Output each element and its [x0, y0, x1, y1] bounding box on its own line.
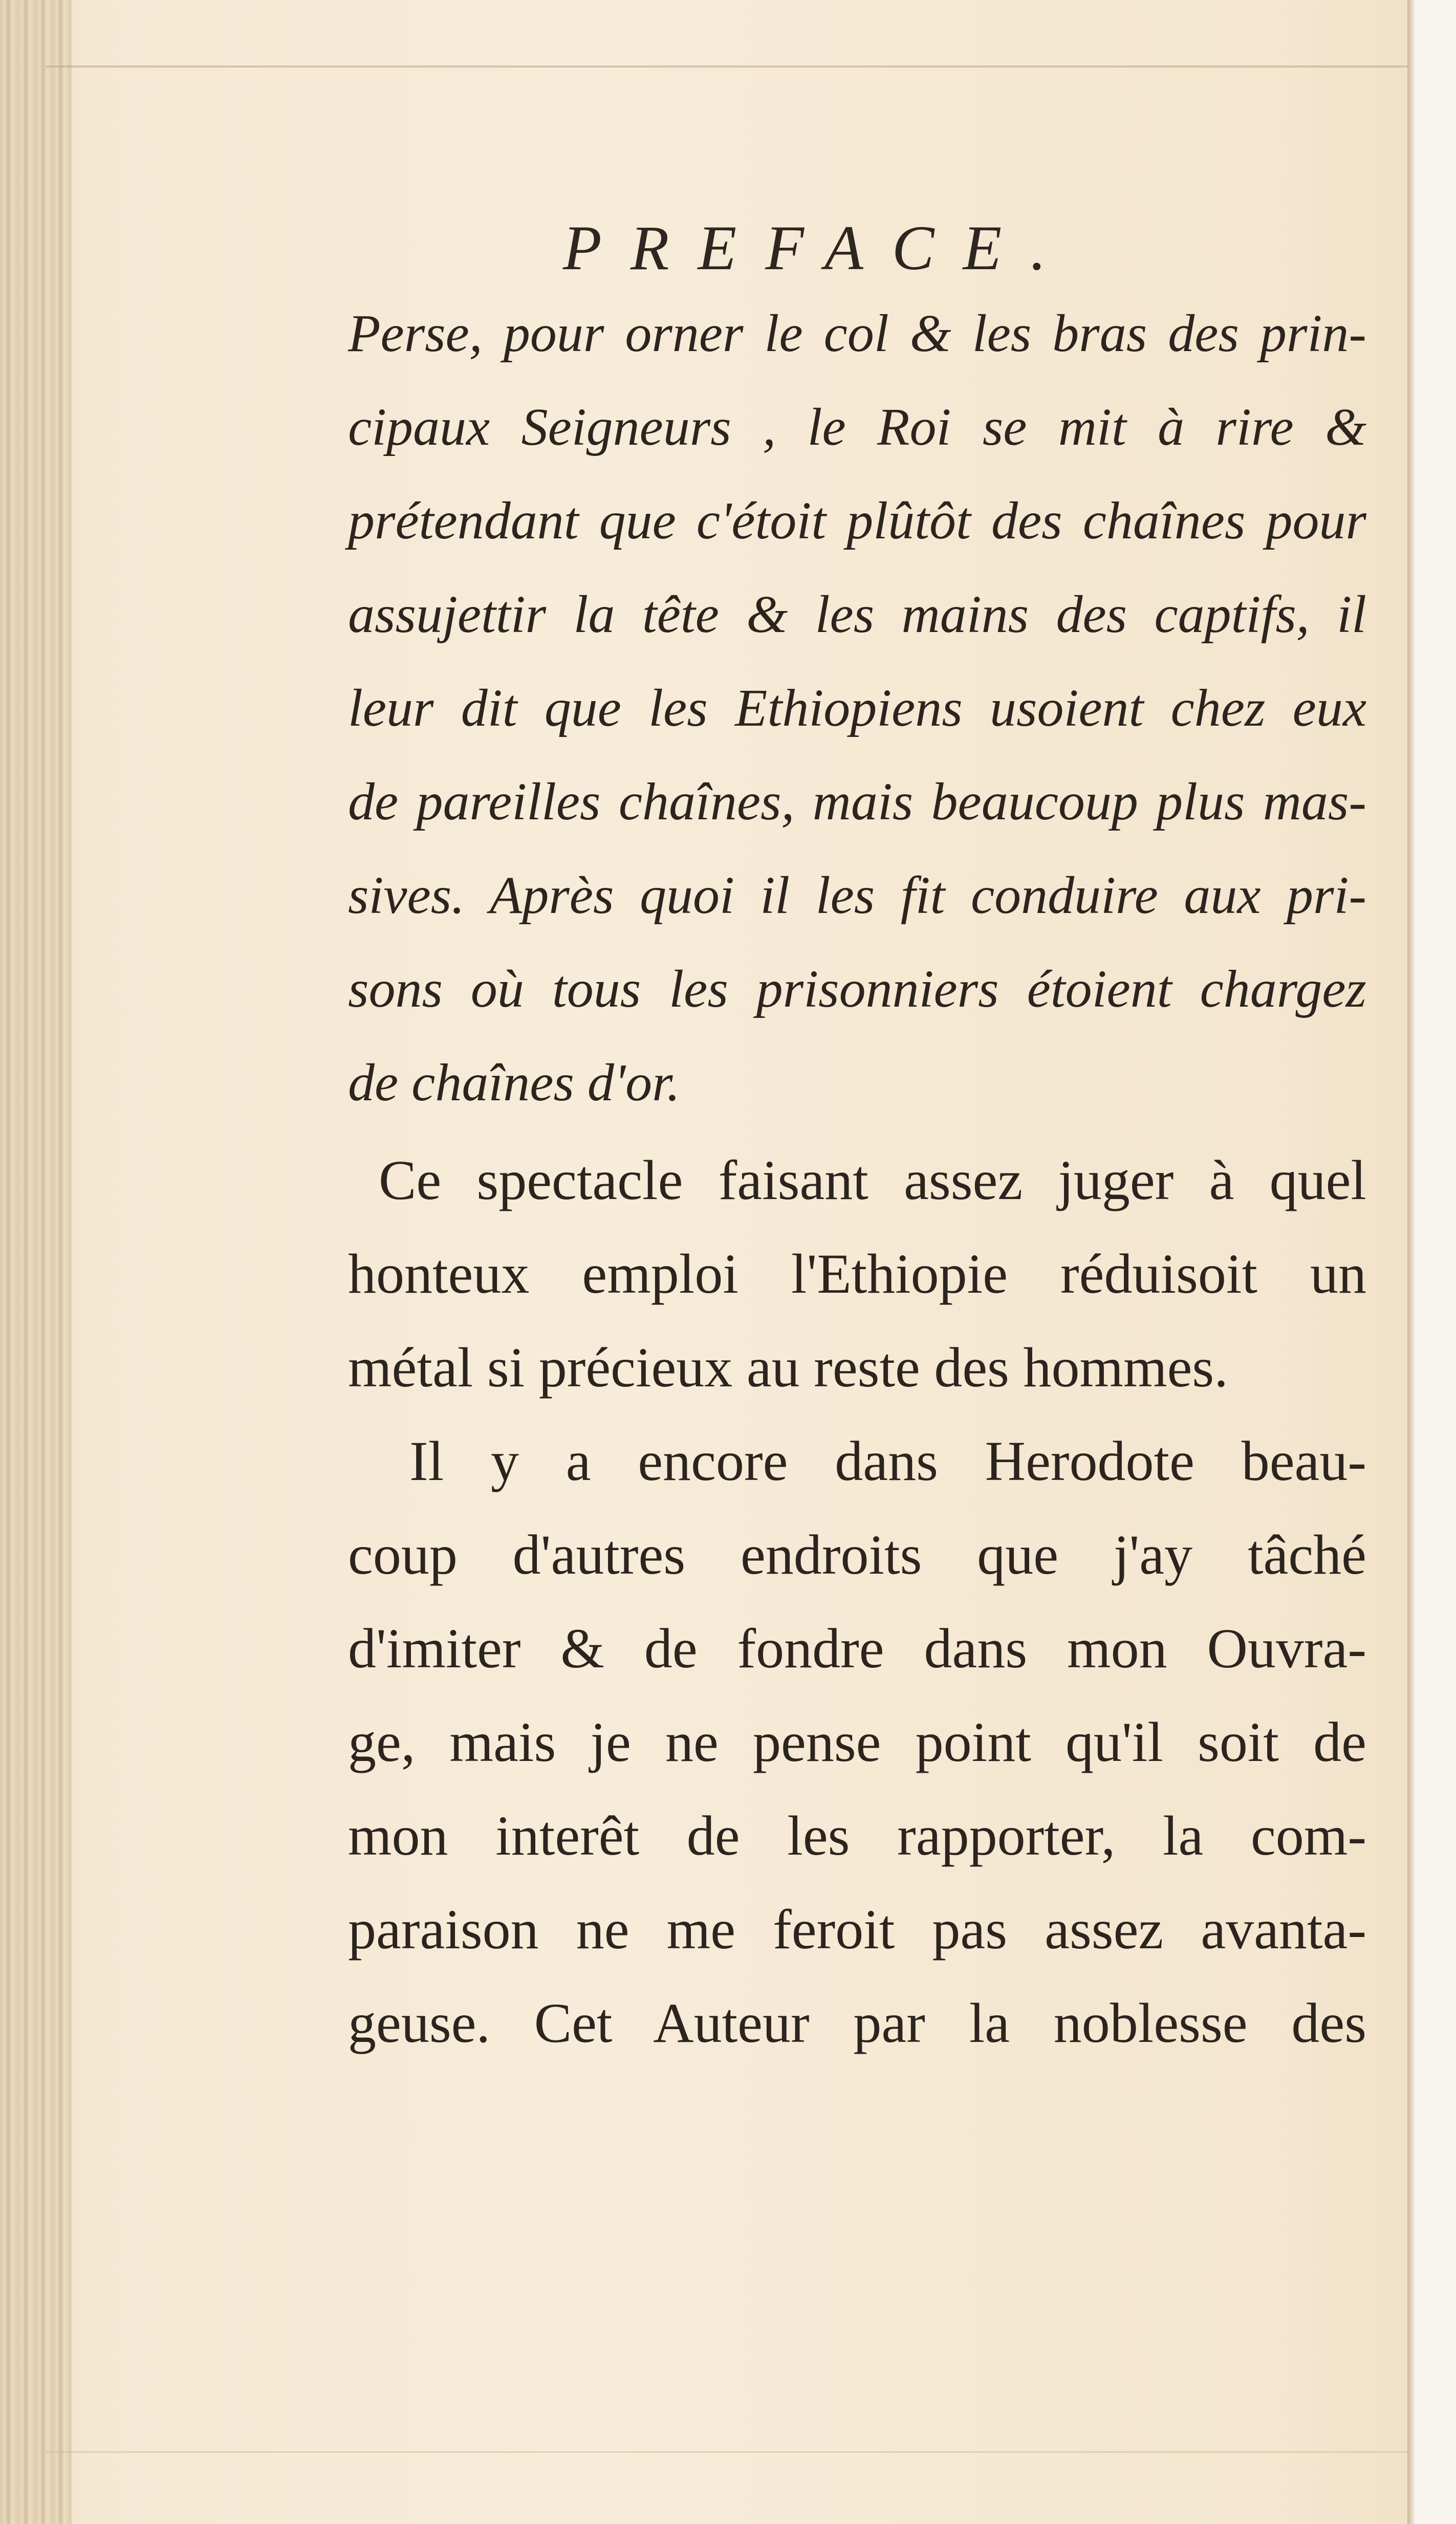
text-line: assujettir la tête & les mains des captifs, il [348, 585, 1366, 644]
text-line: d'imiter & de fondre dans mon Ouvra- [348, 1617, 1366, 1680]
text-line: Il y a encore dans Herodote beau- [409, 1430, 1366, 1492]
page-right-edge [1407, 0, 1456, 2524]
text-line: sives. Après quoi il les fit conduire aux pri- [348, 866, 1366, 925]
text-line: de chaînes d'or. [348, 1053, 681, 1112]
text-line: Perse, pour orner le col & les bras des prin- [348, 304, 1366, 363]
text-line: honteux emploi l'Ethiopie réduisoit un [348, 1243, 1366, 1305]
text-line: de pareilles chaînes, mais beaucoup plus mas- [348, 772, 1366, 831]
italic-passage [348, 287, 1366, 1129]
book-binding-edge [0, 0, 72, 2524]
text-line: sons où tous les prisonniers étoient chargez [348, 960, 1366, 1018]
text-line: coup d'autres endroits que j'ay tâché [348, 1524, 1366, 1586]
roman-passage [348, 1134, 1366, 2070]
text-line: Ce spectacle faisant assez juger à quel [379, 1149, 1366, 1211]
text-line: prétendant que c'étoit plûtôt des chaînes pour [348, 491, 1366, 550]
running-header: PREFACE. [563, 213, 1075, 283]
text-line: cipaux Seigneurs , le Roi se mit à rire & [348, 398, 1366, 456]
page-bottom-edge [46, 2451, 1407, 2453]
page-top-edge [46, 66, 1407, 68]
body-text [348, 287, 1366, 2070]
text-line: métal si précieux au reste des hommes. [348, 1336, 1228, 1399]
text-line: leur dit que les Ethiopiens usoient chez eux [348, 679, 1366, 737]
text-line: ge, mais je ne pense point qu'il soit de [348, 1711, 1366, 1773]
text-line: geuse. Cet Auteur par la noblesse des [348, 1992, 1366, 2054]
text-line: paraison ne me feroit pas assez avanta- [348, 1898, 1366, 1961]
page-edge-shadow [1407, 0, 1415, 2524]
text-line: mon interêt de les rapporter, la com- [348, 1804, 1366, 1867]
